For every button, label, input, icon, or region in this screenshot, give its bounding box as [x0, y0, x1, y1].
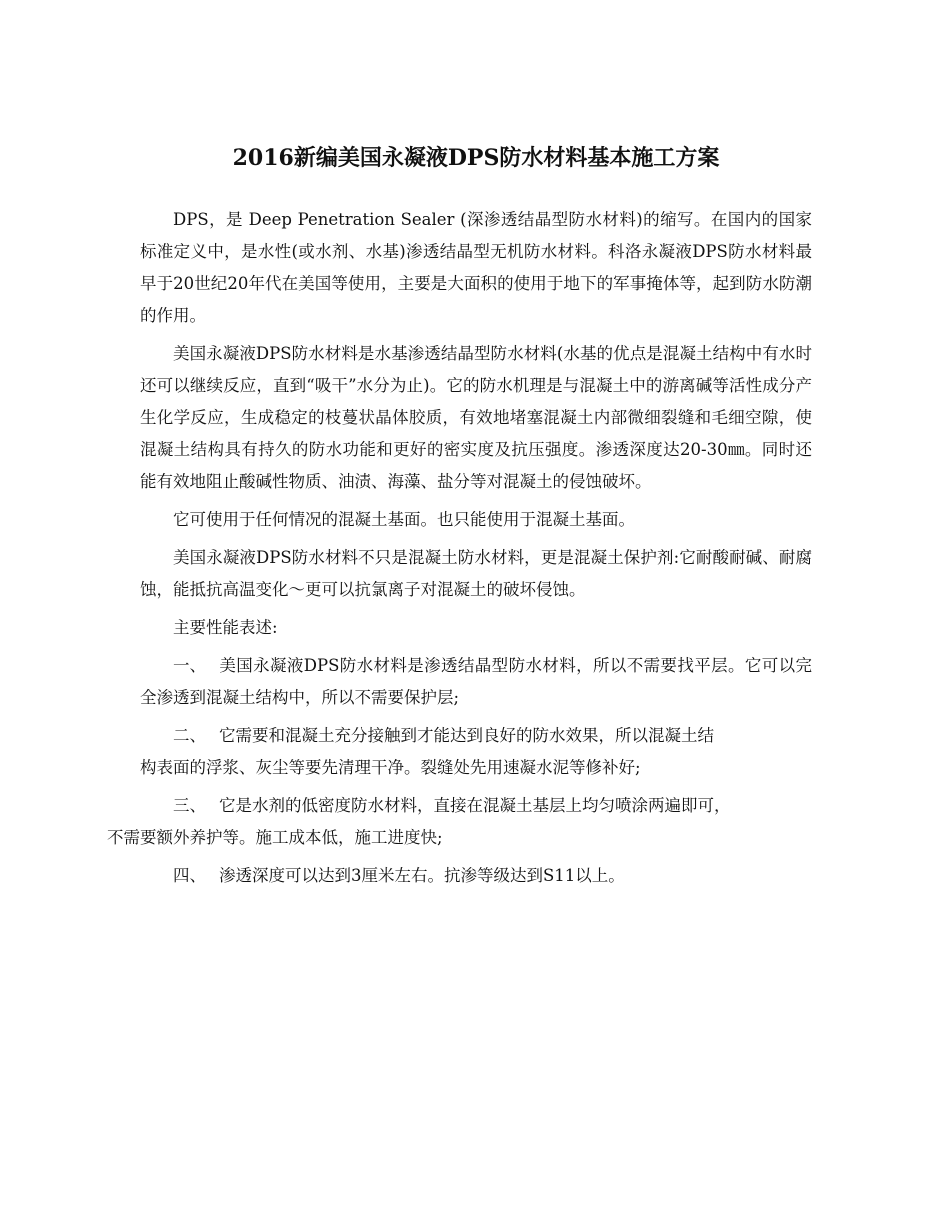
paragraph-protection: 美国永凝液DPS防水材料不只是混凝土防水材料，更是混凝土保护剂:它耐酸耐碱、耐腐蚀，能抵抗高温变化～更可以抗氯离子对混凝土的破坏侵蚀。 [140, 548, 812, 599]
list-item-number: 二、 [173, 726, 206, 745]
paragraph-usage: 它可使用于任何情况的混凝土基面。也只能使用于混凝土基面。 [173, 510, 635, 529]
list-item-2 [140, 720, 812, 784]
paragraph-features-heading: 主要性能表述: [173, 618, 278, 637]
list-item-continuation [140, 752, 812, 784]
list-item-text: 它需要和混凝土充分接触到才能达到良好的防水效果，所以混凝土结 [219, 726, 714, 745]
list-item-text: 美国永凝液DPS防水材料是渗透结晶型防水材料，所以不需要找平层。它可以完全渗透到混凝土结构中，所以不需要保护层; [140, 656, 812, 707]
list-item-3 [107, 790, 812, 854]
paragraph-mechanism: 美国永凝液DPS防水材料是水基渗透结晶型防水材料(水基的优点是混凝土结构中有水时还可以继续反应，直到“吸干”水分为止)。它的防水机理是与混凝土中的游离碱等活性成分产生化学反应，生成稳定的枝蔓状晶体胶质，有效地堵塞混凝土内部微细裂缝和毛细空隙，使混凝土结构具有持久的防水功能和更好的密实度及抗压强度。渗透深度达20-30㎜。同时还能有效地阻止酸碱性物质、油渍、海藻、盐分等对混凝土的侵蚀破坏。 [140, 344, 812, 491]
document-title: 2016新编美国永凝液DPS防水材料基本施工方案 [232, 145, 720, 171]
list-item-4 [140, 860, 812, 892]
list-item-number: 四、 [173, 866, 206, 885]
list-item-text: 它是水剂的低密度防水材料，直接在混凝土基层上均匀喷涂两遍即可， [219, 796, 731, 815]
list-item-1 [140, 650, 812, 714]
list-item-number: 一、 [173, 656, 206, 675]
list-item-continuation: 不需要额外养护等。施工成本低，施工进度快; [107, 828, 443, 847]
list-item-continuation-text: 构表面的浮浆、灰尘等要先清理干净。裂缝处先用速凝水泥等修补好; [140, 758, 641, 777]
list-item-number: 三、 [173, 796, 206, 815]
document-page [107, 140, 812, 898]
paragraph-intro: DPS，是 Deep Penetration Sealer (深渗透结晶型防水材料)的缩写。在国内的国家标准定义中，是水性(或水剂、水基)渗透结晶型无机防水材料。科洛永凝液DPS防水材料最早于20世纪20年代在美国等使用，主要是大面积的使用于地下的军事掩体等，起到防水防潮的作用。 [140, 210, 812, 325]
list-item-text: 渗透深度可以达到3厘米左右。抗渗等级达到S11以上。 [219, 866, 625, 885]
